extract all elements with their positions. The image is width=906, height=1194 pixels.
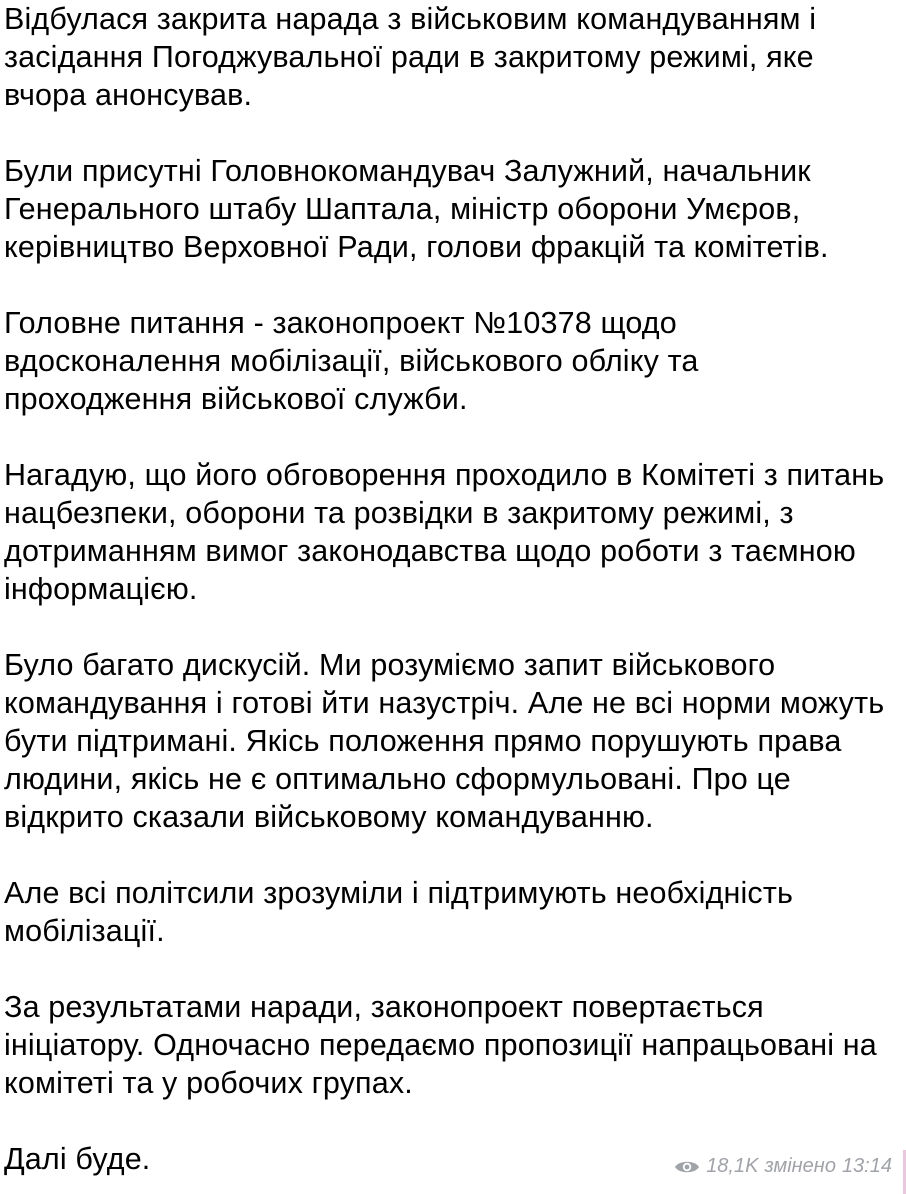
text-line: Але всі політсили зрозуміли і підтримують необхідність — [4, 876, 793, 910]
text-line: вчора анонсував. — [4, 78, 253, 112]
text-line: інформацією. — [4, 572, 198, 606]
paragraph-6 — [4, 874, 904, 950]
message-meta — [674, 1155, 892, 1178]
text-line: Були присутні Головнокомандувач Залужний, начальник — [4, 154, 811, 188]
text-line: мобілізації. — [4, 914, 165, 948]
paragraph-2 — [4, 152, 904, 266]
paragraph-4 — [4, 456, 904, 608]
text-line: ініціатору. Одночасно передаємо пропозиції напрацьовані на — [4, 1028, 877, 1062]
text-line: комітеті та у робочих групах. — [4, 1066, 413, 1100]
paragraph-3 — [4, 304, 904, 418]
view-count: 18,1K — [706, 1155, 759, 1177]
text-line: Було багато дискусій. Ми розуміємо запит військового — [4, 648, 776, 682]
paragraph-5 — [4, 646, 904, 836]
text-line: Далі буде. — [4, 1142, 151, 1176]
paragraph-7 — [4, 988, 904, 1102]
message-time: 13:14 — [841, 1155, 892, 1177]
text-line: командування і готові йти назустріч. Але не всі норми можуть — [4, 686, 885, 720]
message-text — [4, 0, 904, 1178]
text-line: Відбулася закрита нарада з військовим командуванням і — [4, 2, 817, 36]
text-line: проходження військової служби. — [4, 382, 468, 416]
text-line: Генерального штабу Шаптала, міністр оборони Умєров, — [4, 192, 801, 226]
text-line: людини, якісь не є оптимально сформульовані. Про це — [4, 762, 791, 796]
text-line: Головне питання - законопроект №10378 щодо — [4, 306, 677, 340]
text-line: керівництво Верховної Ради, голови фракцій та комітетів. — [4, 230, 829, 264]
edited-label: змінено — [764, 1155, 836, 1177]
eye-icon — [674, 1158, 700, 1176]
text-line: нацбезпеки, оборони та розвідки в закритому режимі, з — [4, 496, 794, 530]
text-line: засідання Погоджувальної ради в закритому режимі, яке — [4, 40, 814, 74]
text-line: вдосконалення мобілізації, військового обліку та — [4, 344, 699, 378]
text-line: бути підтримані. Якісь положення прямо порушують права — [4, 724, 842, 758]
text-line: За результатами наради, законопроект повертається — [4, 990, 764, 1024]
text-line: відкрито сказали військовому командуванню. — [4, 800, 654, 834]
text-line: дотриманням вимог законодавства щодо роботи з таємною — [4, 534, 856, 568]
text-line: Нагадую, що його обговорення проходило в Комітеті з питань — [4, 458, 885, 492]
paragraph-1 — [4, 0, 904, 114]
